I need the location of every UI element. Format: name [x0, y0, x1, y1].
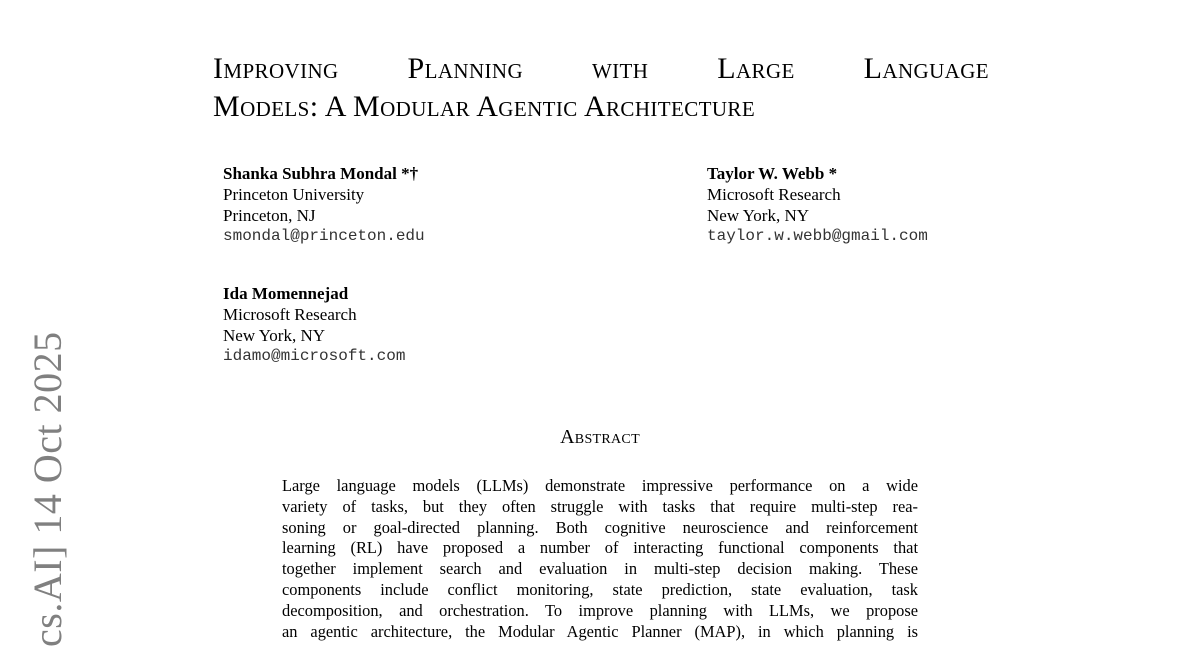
author-location: New York, NY	[223, 326, 326, 345]
author-name: Taylor W. Webb *	[707, 164, 838, 183]
author-location: Princeton, NJ	[223, 206, 316, 225]
author-email[interactable]: smondal@princeton.edu	[223, 227, 425, 245]
author-name: Shanka Subhra Mondal *†	[223, 164, 419, 183]
arxiv-identifier-stamp: cs.AI] 14 Oct 2025	[25, 331, 70, 647]
author-block-mondal	[223, 163, 425, 247]
abstract-line: an agentic architecture, the Modular Agentic Planner (MAP), in which planning is	[282, 621, 918, 641]
paper-title	[213, 50, 989, 126]
abstract-line: soning or goal-directed planning. Both cognitive neuroscience and reinforcement	[282, 517, 918, 537]
author-affiliation: Microsoft Research	[223, 305, 357, 324]
author-block-webb	[707, 163, 928, 247]
abstract-line: variety of tasks, but they often struggle with tasks that require multi-step rea-	[282, 496, 918, 516]
abstract-line: learning (RL) have proposed a number of interacting functional components that	[282, 538, 918, 558]
author-email[interactable]: idamo@microsoft.com	[223, 347, 406, 365]
author-email[interactable]: taylor.w.webb@gmail.com	[707, 227, 928, 245]
author-affiliation: Princeton University	[223, 185, 365, 204]
abstract-body	[282, 476, 918, 642]
author-name: Ida Momennejad	[223, 284, 349, 303]
abstract-line: Large language models (LLMs) demonstrate impressive performance on a wide	[282, 476, 918, 495]
abstract-line: decomposition, and orchestration. To improve planning with LLMs, we propose	[282, 600, 918, 620]
abstract-line: together implement search and evaluation in multi-step decision making. These	[282, 559, 918, 579]
abstract-line: components include conflict monitoring, state prediction, state evaluation, task	[282, 579, 918, 599]
paper-title-line-2: Models: A Modular Agentic Architecture	[213, 90, 756, 123]
author-location: New York, NY	[707, 206, 810, 225]
author-affiliation: Microsoft Research	[707, 185, 841, 204]
abstract-heading: Abstract	[560, 426, 640, 448]
author-block-momennejad	[223, 283, 405, 367]
paper-title-line-1: Improving Planning with Large Language	[213, 52, 989, 85]
